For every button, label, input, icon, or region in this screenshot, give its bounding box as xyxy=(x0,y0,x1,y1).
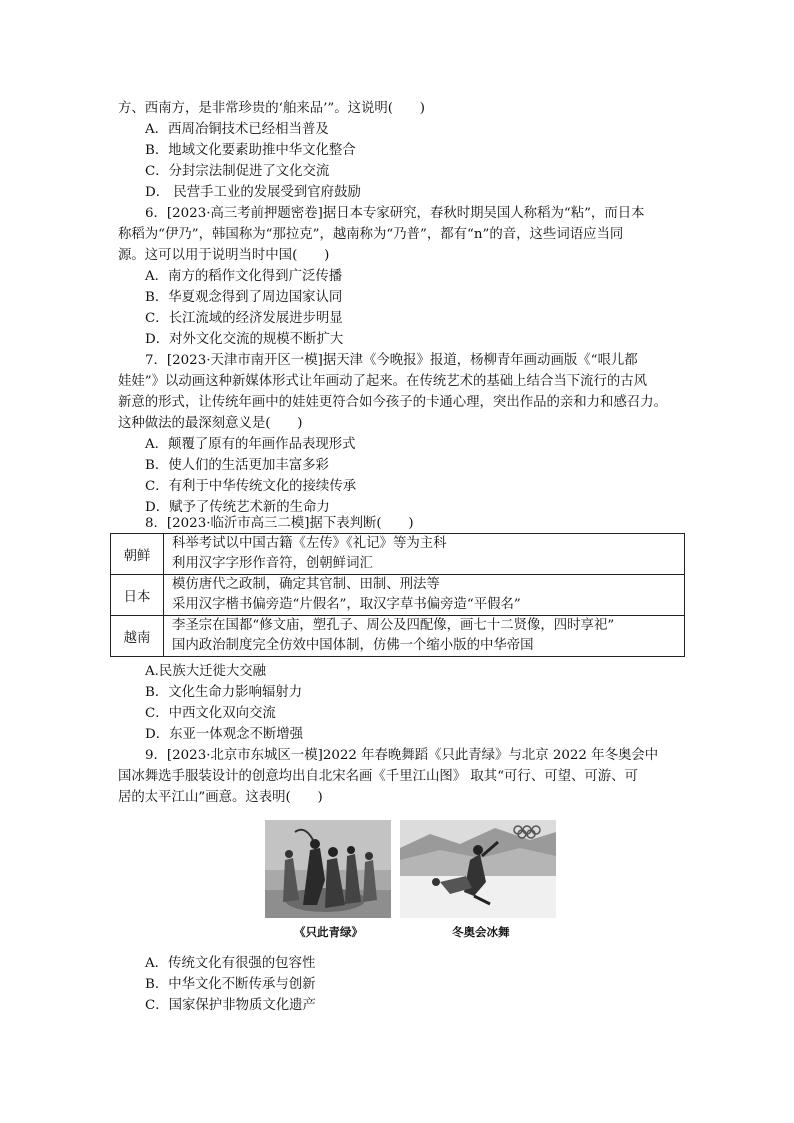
question-6: 6．[2023·高三考前押题密卷]据日本专家研究，春秋时期吴国人称稻为“粘”，而日本 xyxy=(145,206,645,221)
country-cell: 日本 xyxy=(111,575,164,616)
table-line: 科举考试以中国古籍《左传》《礼记》等为主科 xyxy=(172,536,447,551)
question-7: 7．[2023·天津市南开区一模]据天津《今晚报》报道，杨柳青年画动画版《“哏儿都 xyxy=(145,353,638,368)
option-d: D．东亚一体观念不断增强 xyxy=(145,727,304,742)
dance-photo-caption: 《只此青绿》 xyxy=(294,925,363,939)
option-c: C．国家保护非物质文化遗产 xyxy=(145,998,316,1013)
option-a: A．传统文化有很强的包容性 xyxy=(145,956,316,971)
content-cell xyxy=(164,575,685,616)
table-line: 利用汉字字形作音符，创朝鲜词汇 xyxy=(172,556,373,571)
option-c: C．中西文化双向交流 xyxy=(145,706,276,721)
option-b: B．文化生命力影响辐射力 xyxy=(145,685,303,700)
table-line: 采用汉字楷书偏旁造“片假名”，取汉字草书偏旁造“平假名” xyxy=(172,597,521,612)
table-line: 李圣宗在国都“修文庙，塑孔子、周公及四配像，画七十二贤像，四时享祀” xyxy=(172,618,615,633)
option-d: D．赋予了传统艺术新的生命力 xyxy=(145,500,330,515)
content-cell xyxy=(164,534,685,575)
text-line: 国冰舞选手服装设计的创意均出自北宋名画《千里江山图》 取其“可行、可望、可游、可 xyxy=(118,769,638,784)
text-line: 方、西南方，是非常珍贵的‘舶来品’”。这说明( ) xyxy=(118,101,426,116)
country-cell: 朝鲜 xyxy=(111,534,164,575)
question-9: 9．[2023·北京市东城区一模]2022 年春晚舞蹈《只此青绿》与北京 2022 年冬奥会中 xyxy=(145,748,659,763)
option-a: A．南方的稻作文化得到广泛传播 xyxy=(145,269,343,284)
table-line: 国内政治制度完全仿效中国体制，仿佛一个缩小版的中华帝国 xyxy=(172,638,534,653)
table-row xyxy=(111,534,685,575)
text-line: 新意的形式，让传统年画中的娃娃更符合如今孩子的卡通心理，突出作品的亲和力和感召力。 xyxy=(118,395,668,410)
dance-photo-image xyxy=(265,820,391,918)
ice-dance-photo-caption: 冬奥会冰舞 xyxy=(452,925,510,939)
table-line: 模仿唐代之政制，确定其官制、田制、刑法等 xyxy=(172,577,440,592)
option-b: B．中华文化不断传承与创新 xyxy=(145,977,316,992)
text-line: 这种做法的最深刻意义是( ) xyxy=(118,416,303,431)
ice-dance-photo-image xyxy=(400,820,556,918)
text-line: 源。这可以用于说明当时中国( ) xyxy=(118,248,330,263)
country-cell: 越南 xyxy=(111,616,164,657)
option-c: C．长江流域的经济发展进步明显 xyxy=(145,311,343,326)
content-cell xyxy=(164,616,685,657)
ice-dance-photo xyxy=(400,820,556,918)
text-line: 居的太平江山”画意。这表明( ) xyxy=(118,790,323,805)
question-8: 8．[2023·临沂市高三二模]据下表判断( ) xyxy=(145,516,414,531)
text-line: 称稻为“伊乃”，韩国称为“那拉克”，越南称为“乃普”，都有“n”的音，这些词语应当同 xyxy=(118,227,624,242)
option-a: A．颠覆了原有的年画作品表现形式 xyxy=(145,437,356,452)
option-a: A．西周冶铜技术已经相当普及 xyxy=(145,122,329,137)
comparison-table xyxy=(110,533,685,657)
option-c: C．有利于中华传统文化的接续传承 xyxy=(145,479,357,494)
option-b: B．华夏观念得到了周边国家认同 xyxy=(145,290,343,305)
option-b: B．使人们的生活更加丰富多彩 xyxy=(145,458,329,473)
text-line: 娃娃”》以动画这种新媒体形式让年画动了起来。在传统艺术的基础上结合当下流行的古风 xyxy=(118,374,648,389)
option-c: C．分封宗法制促进了文化交流 xyxy=(145,164,330,179)
table-row xyxy=(111,575,685,616)
option-b: B．地域文化要素助推中华文化整合 xyxy=(145,143,356,158)
option-a: A.民族大迁徙大交融 xyxy=(145,664,267,679)
option-d: D．对外文化交流的规模不断扩大 xyxy=(145,332,344,347)
table-row xyxy=(111,616,685,657)
dance-photo xyxy=(265,820,391,918)
option-d: D． 民营手工业的发展受到官府鼓励 xyxy=(145,185,361,200)
